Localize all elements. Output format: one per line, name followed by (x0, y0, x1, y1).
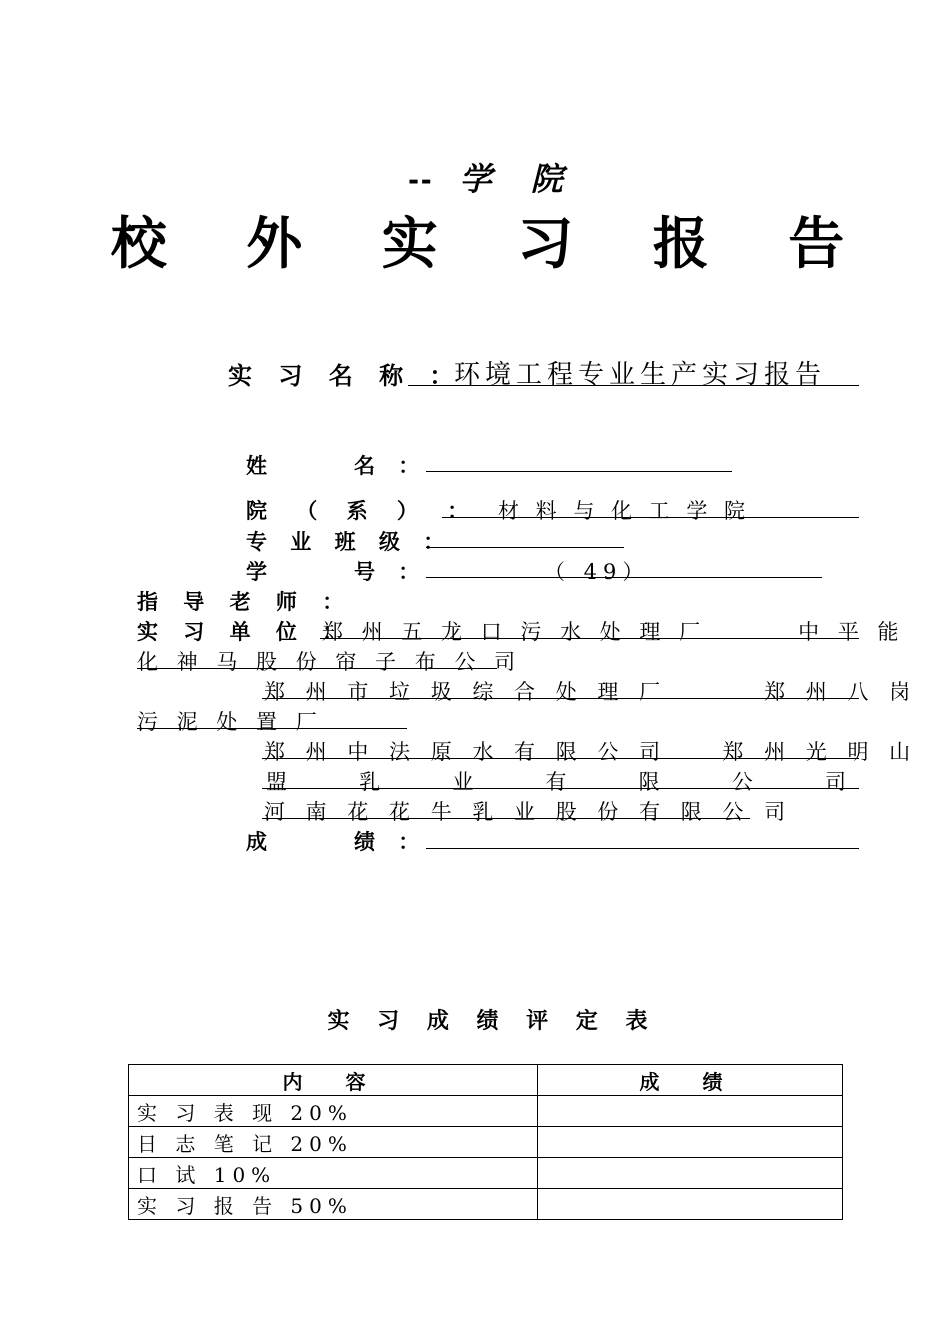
grade-table-title: 实 习 成 绩 评 定 表 (327, 1008, 658, 1034)
table-cell-item: 日 志 笔 记 20% (129, 1127, 538, 1158)
table-cell-item: 实 习 报 告 50% (129, 1189, 538, 1220)
table-row (129, 1127, 843, 1158)
practice-name-label: 实 习 名 称 ： (228, 361, 463, 390)
table-cell-score (538, 1096, 843, 1127)
table-cell-score (538, 1158, 843, 1189)
table-cell-item: 实 习 表 现 20% (129, 1096, 538, 1127)
unit-line-3-underline (262, 698, 859, 699)
unit-line-7-underline (262, 818, 750, 819)
student-id-underline (426, 577, 822, 578)
student-id-label-2: 号 ： (354, 559, 428, 584)
school-text: 学 院 (459, 160, 577, 198)
teacher-label: 指 导 老 师 ： (137, 589, 353, 614)
unit-line-6-char: 限 (638, 770, 660, 794)
unit-line-7: 河 南 花 花 牛 乳 业 股 份 有 限 公 司 (264, 800, 793, 824)
student-id-label-1: 学 (246, 559, 267, 584)
unit-line-6-char: 有 (545, 770, 567, 794)
unit-line-3: 郑 州 市 垃 圾 综 合 处 理 厂 郑 州 八 岗 (264, 680, 918, 704)
table-header-row (129, 1065, 843, 1096)
unit-line-4: 污 泥 处 置 厂 (137, 710, 323, 734)
unit-line-5-underline (262, 758, 859, 759)
table-row (129, 1096, 843, 1127)
name-label-2: 名 ： (354, 453, 428, 478)
table-row (129, 1158, 843, 1189)
table-cell-score (538, 1189, 843, 1220)
page-title: 校 外 实 习 报 告 (110, 211, 875, 277)
unit-line-6-char: 乳 (359, 770, 381, 794)
unit-line-6-char: 公 (731, 770, 753, 794)
table-cell-item: 口 试 10% (129, 1158, 538, 1189)
unit-line-2: 化 神 马 股 份 帘 子 布 公 司 (137, 650, 522, 674)
unit-line-6-char: 业 (452, 770, 474, 794)
grade-label-1: 成 (246, 829, 267, 854)
practice-name-underline (408, 385, 859, 386)
unit-line-6-char: 盟 (266, 770, 287, 794)
table-cell-score (538, 1127, 843, 1158)
department-underline (442, 517, 859, 518)
grade-label-2: 绩 ： (354, 829, 428, 854)
unit-line-6-char: 司 (824, 770, 846, 794)
unit-line-6-underline (262, 788, 859, 789)
unit-line-1-underline (320, 638, 859, 639)
class-underline (426, 547, 624, 548)
unit-line-5: 郑 州 中 法 原 水 有 限 公 司 郑 州 光 明 山 (264, 740, 918, 764)
school-dash: -- (408, 161, 434, 197)
unit-label: 实 习 单 位 ： (137, 619, 353, 644)
unit-line-2-underline (137, 668, 497, 669)
student-id-value: （ 49） (544, 560, 650, 584)
class-label: 专 业 班 级 ： (246, 529, 453, 554)
grade-table (128, 1064, 843, 1220)
department-label: 院 （ 系 ） ： (246, 498, 480, 523)
name-underline (426, 471, 732, 472)
practice-name-value: 环境工程专业生产实习报告 (453, 360, 826, 390)
grade-underline (426, 848, 859, 849)
school-name (0, 154, 950, 200)
table-row (129, 1189, 843, 1220)
unit-line-6 (266, 766, 846, 796)
unit-line-1: 郑 州 五 龙 口 污 水 处 理 厂 中 平 能 (322, 620, 905, 644)
name-label-1: 姓 (246, 453, 267, 478)
table-header-content: 内 容 (129, 1065, 538, 1096)
table-header-score: 成 绩 (538, 1065, 843, 1096)
department-value: 材 料 与 化 工 学 院 (498, 499, 751, 523)
unit-line-4-underline (137, 728, 407, 729)
